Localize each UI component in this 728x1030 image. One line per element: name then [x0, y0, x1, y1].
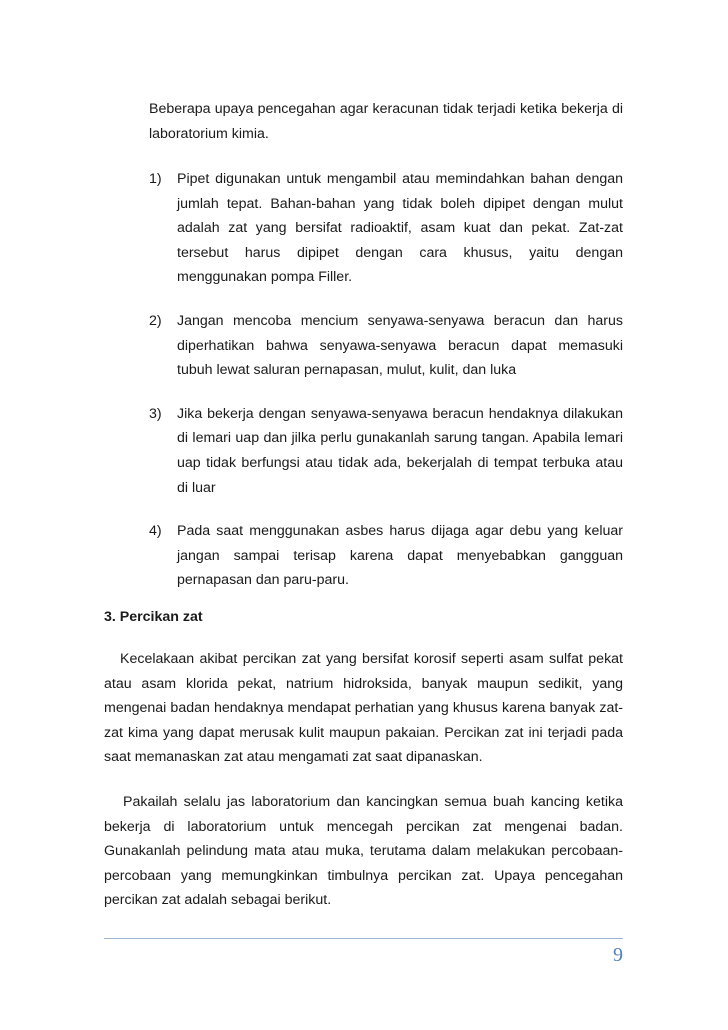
- body-paragraph: Kecelakaan akibat percikan zat yang bersifat korosif seperti asam sulfat pekat atau asam klorida pekat, natrium hidroksida, banyak maupun sedikit, yang mengenai badan hendaknya mendapat perhatian yang khusus karena banyak zat-zat kima yang dapat merusak kulit maupun pakaian. Percikan zat ini terjadi pada saat memanaskan zat atau mengamati zat saat dipanaskan.: [104, 651, 623, 766]
- footer-divider: [104, 938, 623, 939]
- prevention-list: [149, 167, 623, 593]
- list-item-number: 4): [149, 523, 162, 540]
- list-item-text: Jangan mencoba mencium senyawa-senyawa beracun dan harus diperhatikan bahwa senyawa-senyawa beracun dapat memasuki tubuh lewat saluran pernapasan, mulut, kulit, dan luka: [177, 312, 623, 379]
- section-heading: 3. Percikan zat: [104, 609, 203, 625]
- list-item-number: 2): [149, 312, 162, 329]
- list-item-number: 3): [149, 405, 162, 422]
- list-item-text: Pipet digunakan untuk mengambil atau memindahkan bahan dengan jumlah tepat. Bahan-bahan yang tidak boleh dipipet dengan mulut adalah zat yang bersifat radioaktif, asam kuat dan pekat. Zat-zat tersebut harus dipipet dengan cara khusus, yaitu dengan menggunakan pompa Filler.: [177, 171, 623, 286]
- list-item-number: 1): [149, 171, 162, 187]
- list-item-text: Jika bekerja dengan senyawa-senyawa beracun hendaknya dilakukan di lemari uap dan jilka perlu gunakanlah sarung tangan. Apabila lemari uap tidak berfungsi atau tidak ada, bekerjalah di tempat terbuka atau di luar: [177, 405, 623, 496]
- list-item-text: Pada saat menggunakan asbes harus dijaga agar debu yang keluar jangan sampai terisap karena dapat menyebabkan gangguan pernapasan dan paru-paru.: [177, 523, 623, 589]
- intro-paragraph: Beberapa upaya pencegahan agar keracunan tidak terjadi ketika bekerja di laboratorium kimia.: [149, 101, 623, 142]
- list-item: [149, 402, 623, 500]
- list-item: [149, 519, 623, 593]
- list-item: [149, 167, 623, 290]
- body-paragraph: Pakailah selalu jas laboratorium dan kancingkan semua buah kancing ketika bekerja di laboratorium untuk mencegah percikan zat mengenai badan. Gunakanlah pelindung mata atau muka, terutama dalam melakukan percobaan-percobaan yang memungkinkan timbulnya percikan zat. Upaya pencegahan percikan zat adalah sebagai berikut.: [104, 794, 623, 909]
- page-number: 9: [613, 944, 623, 966]
- list-item: [149, 309, 623, 383]
